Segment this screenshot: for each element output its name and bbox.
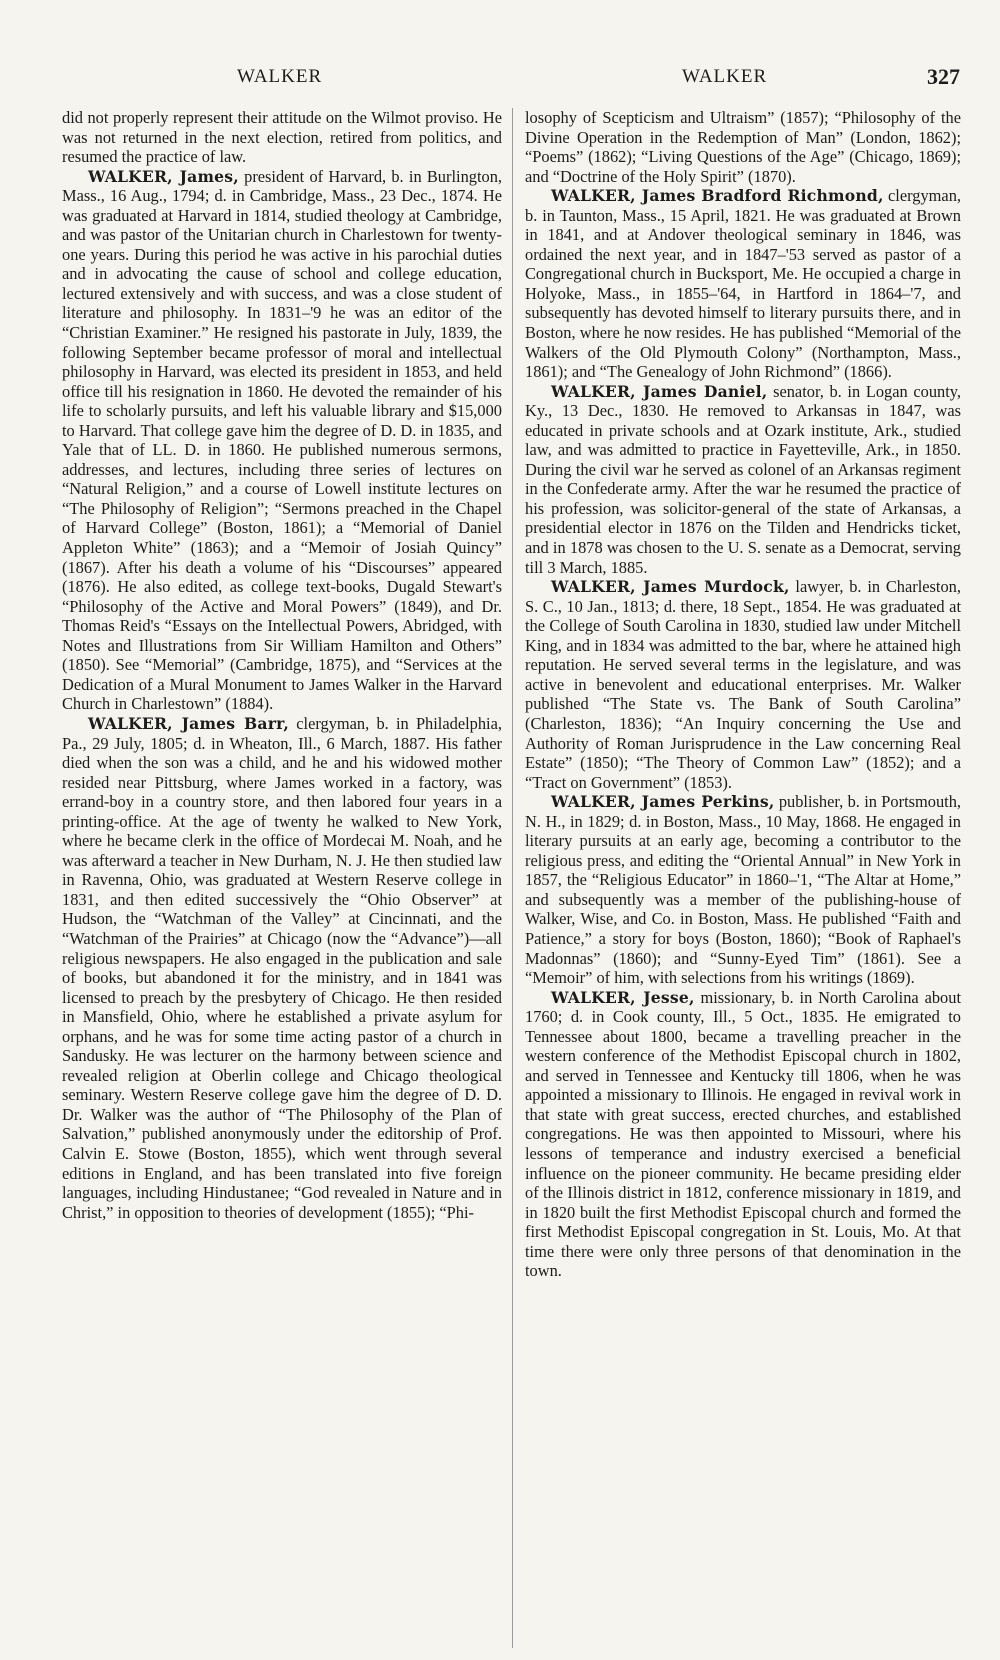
- entry-body: lawyer, b. in Charleston, S. C., 10 Jan., 1813; d. there, 18 Sept., 1854. He was graduated at the College of South Carolina in 1830, studied law under Mitchell King, and in 1834 was admitted to the bar, where he attained high reputation. He served several terms in the legislature, and was active in benevolent and educational enterprises. Mr. Walker published “The State vs. The Bank of South Carolina” (Charleston, 1836); “An Inquiry concerning the Use and Authority of Roman Jurisprudence in the Law concerning Real Estate” (1850); “The Theory of Common Law” (1852); and a “Tract on Government” (1853).: [525, 577, 961, 792]
- page-number: 327: [927, 64, 960, 89]
- running-head-left: WALKER: [237, 66, 323, 87]
- running-head-right: WALKER: [682, 66, 768, 87]
- entry-heading: WALKER, James Perkins,: [551, 792, 775, 812]
- entry-james-barr-walker: [62, 714, 502, 1222]
- continuation-text: did not properly represent their attitude on the Wilmot proviso. He was not returned in the next election, retired from politics, and resumed the practice of law.: [62, 108, 502, 167]
- entry-heading: WALKER, Jesse,: [551, 987, 695, 1007]
- continuation-text: losophy of Scepticism and Ultraism” (1857); “Philosophy of the Divine Operation in the Redemption of Man” (London, 1862); “Poems” (1862); “Living Questions of the Age” (Chicago, 1869); and “Doctrine of the Holy Spirit” (1870).: [525, 108, 961, 186]
- page-header: [62, 66, 960, 96]
- entry-james-walker: [62, 167, 502, 714]
- entry-james-daniel-walker: [525, 382, 961, 577]
- right-column: [525, 108, 961, 1281]
- entry-james-perkins-walker: [525, 792, 961, 987]
- entry-james-murdock-walker: [525, 577, 961, 792]
- entry-heading: WALKER, James,: [88, 166, 239, 186]
- left-column: [62, 108, 502, 1222]
- entry-body: clergyman, b. in Philadelphia, Pa., 29 July, 1805; d. in Wheaton, Ill., 6 March, 1887. His father died when the son was a child, and he and his widowed mother resided near Pittsburg, where James worked in a factory, was errand-boy in a country store, and then labored four years in a printing-office. At the age of twenty he walked to New York, where he became clerk in the office of Mordecai M. Noah, and he was afterward a teacher in New Durham, N. J. He then studied law in Ravenna, Ohio, was graduated at Western Reserve college in 1831, and then edited successively the “Ohio Observer” at Hudson, the “Watchman of the Valley” at Cincinnati, and the “Watchman of the Prairies” at Chicago (now the “Advance”)—all religious newspapers. He also engaged in the publication and sale of books, but abandoned it for the ministry, and in 1841 was licensed to preach by the presbytery of Chicago. He then resided in Mansfield, Ohio, where he established a private asylum for orphans, and he was for some time acting pastor of a church in Sandusky. He was lecturer on the harmony between science and revealed religion at Oberlin college and Chicago theological seminary. Western Reserve college gave him the degree of D. D. Dr. Walker was the author of “The Philosophy of the Plan of Salvation,” published anonymously under the editorship of Prof. Calvin E. Stowe (Boston, 1855), which went through several editions in England, and has been translated into five foreign languages, including Hindustanee; “God revealed in Nature and in Christ,” in opposition to theories of development (1855); “Phi-: [62, 713, 502, 1222]
- entry-body: senator, b. in Logan county, Ky., 13 Dec., 1830. He removed to Arkansas in 1847, was educated in private schools and at Ozark institute, Ark., studied law, and was admitted to practice in Fayetteville, Ark., in 1850. During the civil war he served as colonel of an Arkansas regiment in the Confederate army. After the war he resumed the practice of his profession, was solicitor-general of the state of Arkansas, a presidential elector in 1876 on the Tilden and Hendricks ticket, and in 1878 was chosen to the U. S. senate as a Democrat, serving till 3 March, 1885.: [525, 381, 961, 577]
- entry-james-bradford-richmond-walker: [525, 186, 961, 381]
- entry-body: publisher, b. in Portsmouth, N. H., in 1829; d. in Boston, Mass., 10 May, 1868. He engaged in literary pursuits at an early age, becoming a contributor to the religious press, and editing the “Oriental Annual” in New York in 1857, the “Religious Educator” in 1860–'1, “The Altar at Home,” and subsequently was a member of the publishing-house of Walker, Wise, and Co. in Boston, Mass. He published “Faith and Patience,” a story for boys (Boston, 1860); “Book of Raphael's Madonnas” (1860); and “Sunny-Eyed Tim” (1861). See a “Memoir” of him, with selections from his writings (1869).: [525, 792, 961, 988]
- entry-body: president of Harvard, b. in Burlington, Mass., 16 Aug., 1794; d. in Cambridge, Mass., 23 Dec., 1874. He was graduated at Harvard in 1814, studied theology at Cambridge, and was pastor of the Unitarian church in Charlestown for twenty-one years. During this period he was active in his parochial duties and in advocating the cause of school and college education, lectured extensively and with success, and was a close student of literature and philosophy. In 1831–'9 he was an editor of the “Christian Examiner.” He resigned his pastorate in July, 1839, the following September became professor of moral and intellectual philosophy in Harvard, was elected its president in 1853, and held office till his resignation in 1860. He devoted the remainder of his life to scholarly pursuits, and left his valuable library and $15,000 to Harvard. That college gave him the degree of D. D. in 1835, and Yale that of LL. D. in 1860. He published numerous sermons, addresses, and lectures, including three series of lectures on “Natural Religion,” and a course of Lowell institute lectures on “The Philosophy of Religion”; “Sermons preached in the Chapel of Harvard College” (Boston, 1861); a “Memorial of Daniel Appleton White” (1863); and a “Memoir of Josiah Quincy” (1867). After his death a volume of his “Discourses” appeared (1876). He also edited, as college text-books, Dugald Stewart's “Philosophy of the Active and Moral Powers” (1849), and Dr. Thomas Reid's “Essays on the Intellectual Powers, Abridged, with Notes and Illustrations from Sir William Hamilton and Others” (1850). See “Memorial” (Cambridge, 1875), and “Services at the Dedication of a Mural Monument to James Walker in the Harvard Church in Charlestown” (1884).: [62, 166, 503, 714]
- column-divider: [512, 108, 513, 1648]
- entry-heading: WALKER, James Daniel,: [551, 381, 768, 401]
- entry-heading: WALKER, James Bradford Richmond,: [551, 186, 884, 206]
- entry-heading: WALKER, James Murdock,: [551, 577, 790, 597]
- entry-body: missionary, b. in North Carolina about 1760; d. in Cook county, Ill., 5 Oct., 1835. He emigrated to Tennessee about 1800, became a travelling preacher in the western conference of the Methodist Episcopal church in 1802, and served in Tennessee and Kentucky till 1806, when he was appointed a missionary to Illinois. He engaged in revival work in that state with great success, erected churches, and established congregations. He was then appointed to Missouri, where his lessons of temperance and industry exercised a beneficial influence on the pioneer community. He became presiding elder of the Illinois district in 1812, conference missionary in 1819, and in 1820 built the first Methodist Episcopal church and formed the first Methodist Episcopal congregation in St. Louis, Mo. At that time there were only three persons of that denomination in the town.: [525, 987, 961, 1281]
- entry-heading: WALKER, James Barr,: [88, 713, 290, 733]
- entry-body: clergyman, b. in Taunton, Mass., 15 April, 1821. He was graduated at Brown in 1841, and at Andover theological seminary in 1846, was ordained the next year, and in 1847–'53 served as pastor of a Congregational church in Bucksport, Me. He occupied a charge in Holyoke, Mass., in 1855–'64, in Hartford in 1864–'7, and subsequently has devoted himself to literary pursuits there, and in Boston, where he now resides. He has published “Memorial of the Walkers of the Old Plymouth Colony” (Northampton, Mass., 1861); and “The Genealogy of John Richmond” (1866).: [525, 186, 961, 382]
- entry-jesse-walker: [525, 988, 961, 1281]
